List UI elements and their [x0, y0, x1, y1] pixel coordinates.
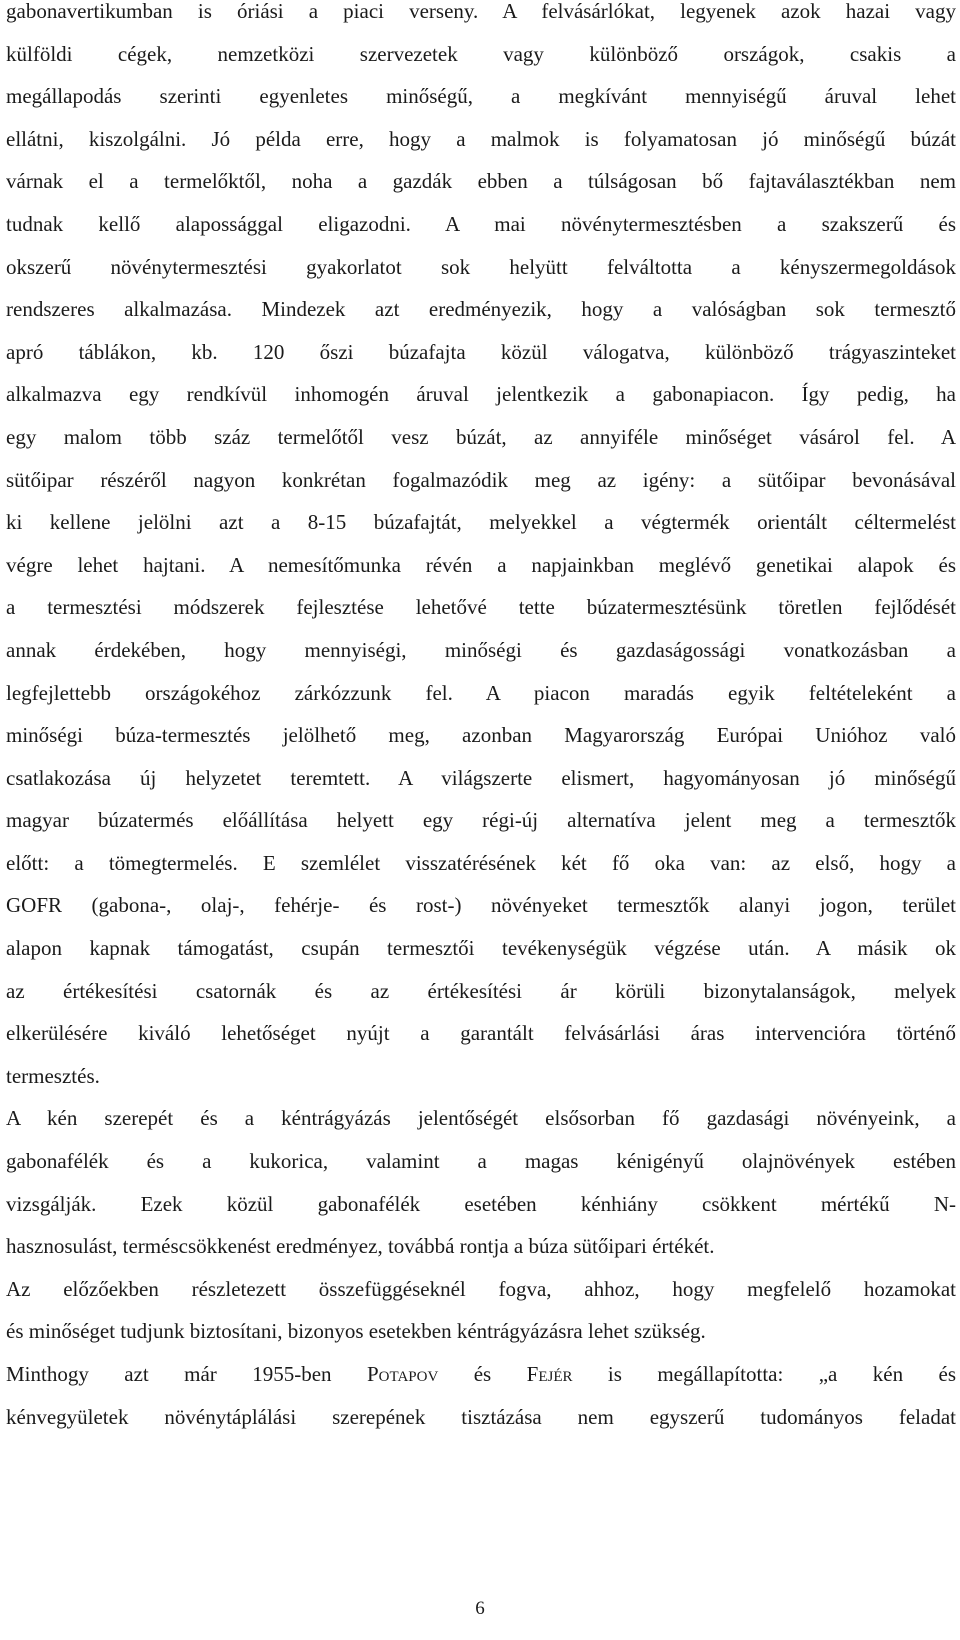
text-line: okszerű növénytermesztési gyakorlatot sok helyütt felváltotta a kényszermegoldások	[6, 254, 956, 279]
text-line: gabonavertikumban is óriási a piaci verseny. A felvásárlókat, legyenek azok hazai vagy	[6, 0, 956, 23]
text-line: kénvegyületek növénytáplálási szerepének tisztázása nem egyszerű tudományos feladat	[6, 1404, 956, 1429]
text-line: alapon kapnak támogatást, csupán termesztői tevékenységük végzése után. A másik ok	[6, 936, 956, 961]
text-line: gabonafélék és a kukorica, valamint a magas kénigényű olajnövények estében	[6, 1149, 956, 1174]
paragraph-grain-market	[6, 0, 956, 1097]
text-line: rendszeres alkalmazása. Mindezek azt eredményezik, hogy a valóságban sok termesztő	[6, 297, 956, 322]
text-line	[6, 1353, 956, 1396]
text-line: elkerülésére kiváló lehetőséget nyújt a garantált felvásárlási áras intervencióra történő	[6, 1021, 956, 1046]
text-line: csatlakozása új helyzetet teremtett. A világszerte elismert, hagyományosan jó minőségű	[6, 765, 956, 790]
text-segment: is megállapította: „a kén és	[572, 1362, 957, 1386]
text-line: hasznosulást, terméscsökkenést eredményez, továbbá rontja a búza sütőipari értékét.	[6, 1234, 715, 1259]
text-line: legfejlettebb országokéhoz zárkózzunk fel. A piacon maradás egyik feltételeként a	[6, 680, 956, 705]
text-line: végre lehet hajtani. A nemesítőmunka révén a napjainkban meglévő genetikai alapok és	[6, 552, 956, 577]
text-line: előtt: a tömegtermelés. E szemlélet visszatérésének két fő oka van: az első, hogy a	[6, 850, 956, 875]
text-line: A kén szerepét és a kéntrágyázás jelentőségét elsősorban fő gazdasági növényeink, a	[6, 1106, 956, 1131]
text-line: várnak el a termelőktől, noha a gazdák ebben a túlságosan bő fajtaválasztékban nem	[6, 169, 956, 194]
text-segment: és	[438, 1362, 527, 1386]
text-line: GOFR (gabona-, olaj-, fehérje- és rost-) növényeket termesztők alanyi jogon, terület	[6, 893, 956, 918]
text-line: a termesztési módszerek fejlesztése lehetővé tette búzatermesztésünk töretlen fejlődését	[6, 595, 956, 620]
text-line: Az előzőekben részletezett összefüggéseknél fogva, ahhoz, hogy megfelelő hozamokat	[6, 1276, 956, 1301]
text-line: ki kellene jelölni azt a 8-15 búzafajtát, melyekkel a végtermék orientált céltermelést	[6, 510, 956, 535]
paragraph-sulfur-role	[6, 1097, 956, 1267]
text-line: sütőipar részéről nagyon konkrétan fogalmazódik meg az igény: a sütőipar bevonásával	[6, 467, 956, 492]
text-line: külföldi cégek, nemzetközi szervezetek vagy különböző országok, csakis a	[6, 41, 956, 66]
text-line: annak érdekében, hogy mennyiségi, minőségi és gazdaságossági vonatkozásban a	[6, 637, 956, 662]
text-line: minőségi búza-termesztés jelölhető meg, azonban Magyarország Európai Unióhoz való	[6, 723, 956, 748]
paragraph-sulfur-fertilization	[6, 1268, 956, 1353]
text-line: alkalmazva egy rendkívül inhomogén áruval jelentkezik a gabonapiacon. Így pedig, ha	[6, 382, 956, 407]
author-name: Fejér	[526, 1362, 573, 1386]
text-line: apró táblákon, kb. 120 őszi búzafajta közül válogatva, különböző trágyaszinteket	[6, 339, 956, 364]
text-segment: Minthogy azt már 1955-ben	[6, 1362, 367, 1386]
text-line: és minőséget tudjunk biztosítani, bizonyos esetekben kéntrágyázásra lehet szükség.	[6, 1319, 706, 1344]
page-number: 6	[475, 1598, 485, 1619]
text-line: magyar búzatermés előállítása helyett egy régi-új alternatíva jelent meg a termesztők	[6, 808, 956, 833]
text-line: ellátni, kiszolgálni. Jó példa erre, hogy a malmok is folyamatosan jó minőségű búzát	[6, 126, 956, 151]
body-text	[6, 0, 956, 1438]
text-line: az értékesítési csatornák és az értékesítési ár körüli bizonytalanságok, melyek	[6, 978, 956, 1003]
text-line: tudnak kellő alapossággal eligazodni. A mai növénytermesztésben a szakszerű és	[6, 211, 956, 236]
paragraph-citation	[6, 1353, 956, 1438]
text-line: egy malom több száz termelőtől vesz búzát, az annyiféle minőséget vásárol fel. A	[6, 424, 956, 449]
text-line: vizsgálják. Ezek közül gabonafélék esetében kénhiány csökkent mértékű N-	[6, 1191, 956, 1216]
author-name: Potapov	[366, 1362, 439, 1386]
text-line: megállapodás szerinti egyenletes minőségű, a megkívánt mennyiségű áruval lehet	[6, 84, 956, 109]
text-line: termesztés.	[6, 1063, 100, 1088]
